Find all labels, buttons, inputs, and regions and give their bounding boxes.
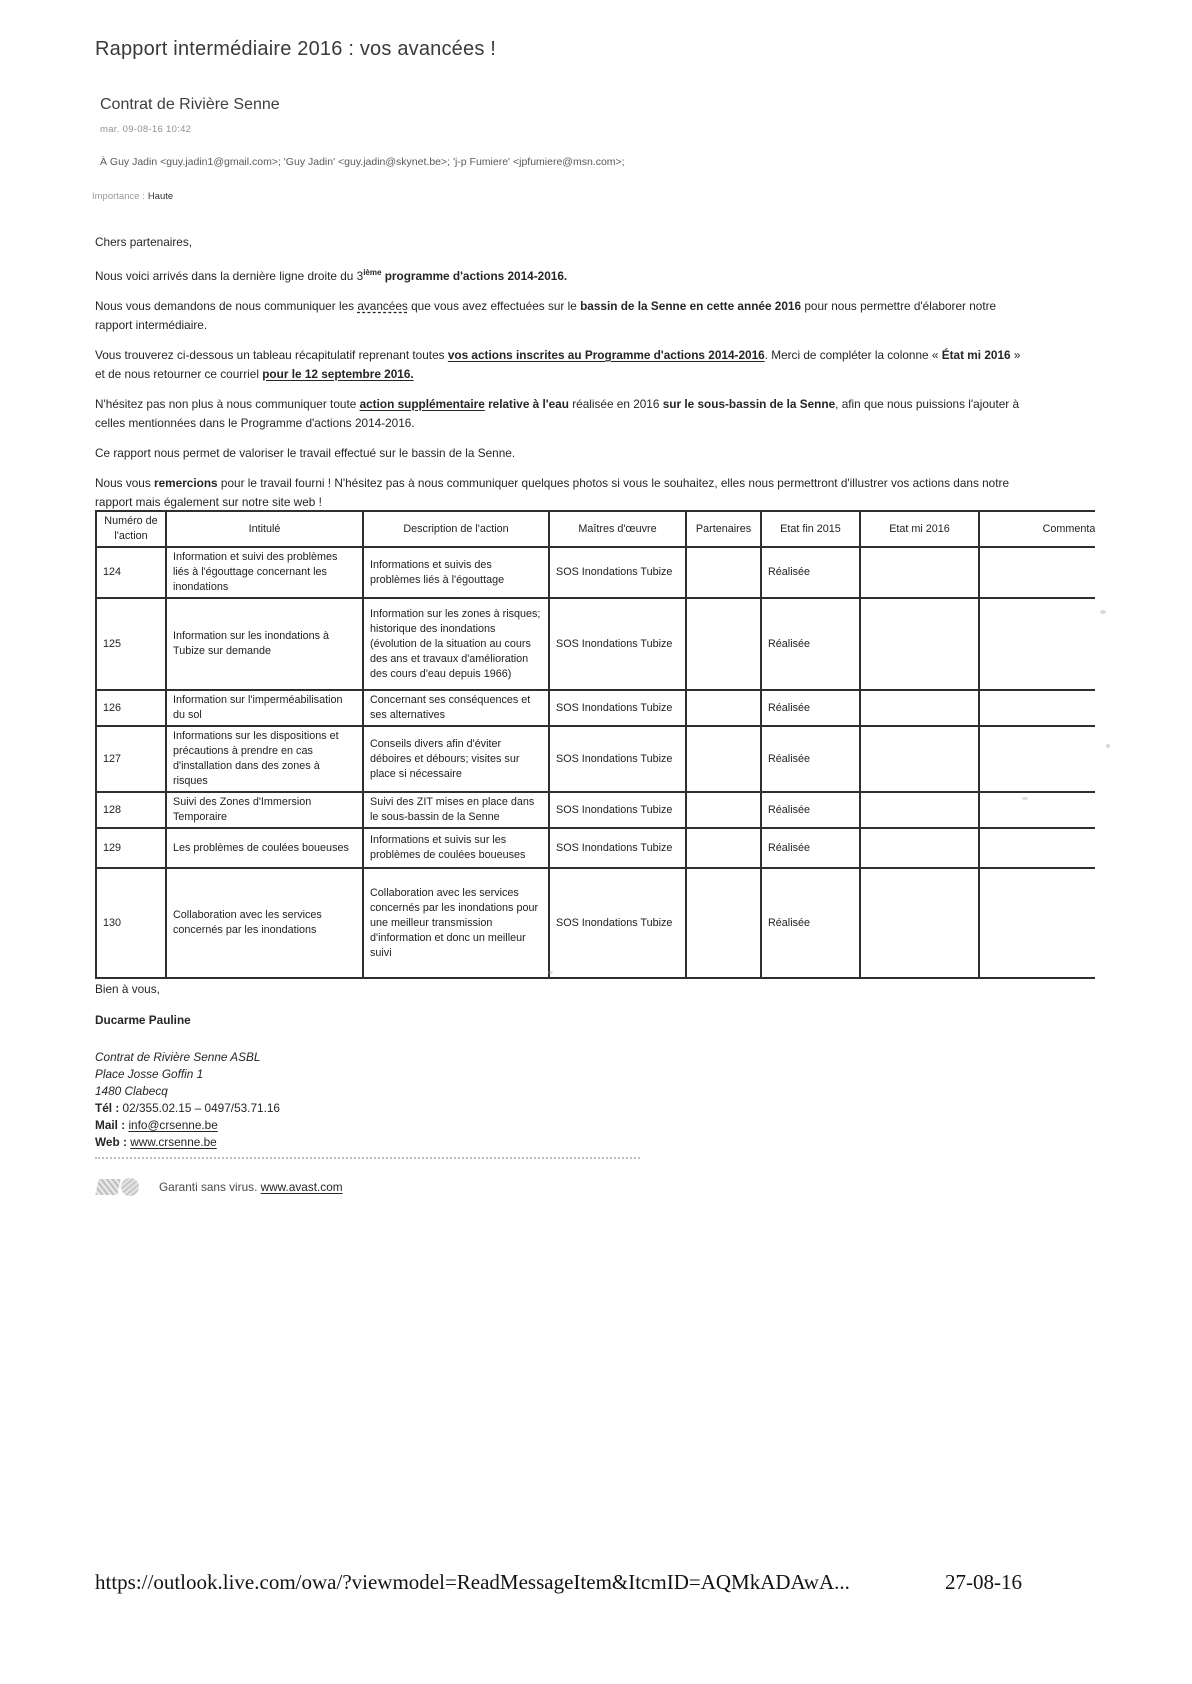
body-paragraph-6: Nous vous remercions pour le travail fourni ! N'hésitez pas à nous communiquer quelques photos si vous le souhaitez, elles nous permettront d'illustrer vos actions dans notre rapport mais également sur notre site web ! bbox=[95, 475, 1010, 509]
body-paragraph-3: Vous trouverez ci-dessous un tableau récapitulatif reprenant toutes vos actions inscrites au Programme d'actions 2014-2016. Merci de compléter la colonne « État mi 2016 » et de nous retourner ce courriel pour le 12 septembre 2016. bbox=[95, 347, 1021, 381]
phone-number: 02/355.02.15 – 0497/53.71.16 bbox=[122, 1101, 280, 1115]
email-subject: Rapport intermédiaire 2016 : vos avancées ! bbox=[95, 38, 497, 60]
cell-intitule: Les problèmes de coulées boueuses bbox=[166, 828, 363, 868]
table-header-row bbox=[96, 511, 1095, 547]
column-header-partenaires: Partenaires bbox=[686, 511, 761, 547]
cell-maitres: SOS Inondations Tubize bbox=[549, 598, 686, 690]
cell-etat-mi-2016 bbox=[860, 726, 979, 792]
importance-label: Importance : bbox=[92, 191, 145, 202]
body-paragraph-2: Nous vous demandons de nous communiquer les avancées que vous avez effectuées sur le bassin de la Senne en cette année 2016 pour nous permettre d'élaborer notre rapport intermédiaire. bbox=[95, 298, 997, 332]
cell-etat-fin-2015: Réalisée bbox=[761, 868, 860, 978]
cell-description: Conseils divers afin d'éviter déboires et débours; visites sur place si nécessaire bbox=[363, 726, 549, 792]
cell-partenaires bbox=[686, 726, 761, 792]
cell-description: Collaboration avec les services concernés par les inondations pour une meilleur transmission d'information et donc un meilleur suivi bbox=[363, 868, 549, 978]
column-header-commentaires: Commenta bbox=[979, 511, 1095, 547]
scan-artifact bbox=[1022, 797, 1028, 800]
dotted-separator bbox=[95, 1157, 640, 1159]
cell-maitres: SOS Inondations Tubize bbox=[549, 690, 686, 726]
cell-etat-fin-2015: Réalisée bbox=[761, 792, 860, 828]
cell-description: Informations et suivis des problèmes liés à l'égouttage bbox=[363, 547, 549, 598]
scan-artifact bbox=[1106, 744, 1110, 748]
cell-numero: 124 bbox=[96, 547, 166, 598]
table-row bbox=[96, 868, 1095, 978]
cell-commentaires bbox=[979, 547, 1095, 598]
cell-maitres: SOS Inondations Tubize bbox=[549, 792, 686, 828]
print-footer bbox=[95, 1570, 1022, 1595]
cell-commentaires bbox=[979, 726, 1095, 792]
antivirus-banner bbox=[95, 1172, 343, 1202]
cell-numero: 128 bbox=[96, 792, 166, 828]
ordinal-superscript: ième bbox=[363, 268, 382, 277]
cell-commentaires bbox=[979, 828, 1095, 868]
cell-maitres: SOS Inondations Tubize bbox=[549, 726, 686, 792]
cell-description: Informations et suivis sur les problèmes de coulées boueuses bbox=[363, 828, 549, 868]
web-line: Web : www.crsenne.be bbox=[95, 1135, 217, 1149]
cell-etat-fin-2015: Réalisée bbox=[761, 726, 860, 792]
org-address-street: Place Josse Goffin 1 bbox=[95, 1067, 204, 1081]
cell-commentaires bbox=[979, 868, 1095, 978]
cell-numero: 127 bbox=[96, 726, 166, 792]
cell-description: Concernant ses conséquences et ses alternatives bbox=[363, 690, 549, 726]
cell-maitres: SOS Inondations Tubize bbox=[549, 547, 686, 598]
cell-commentaires bbox=[979, 598, 1095, 690]
cell-etat-mi-2016 bbox=[860, 792, 979, 828]
cell-etat-fin-2015: Réalisée bbox=[761, 828, 860, 868]
footer-date: 27-08-16 bbox=[945, 1570, 1022, 1594]
phone-line: Tél : 02/355.02.15 – 0497/53.71.16 bbox=[95, 1101, 280, 1115]
email-body bbox=[95, 233, 1030, 523]
table-row bbox=[96, 726, 1095, 792]
cell-intitule: Information sur les inondations à Tubize sur demande bbox=[166, 598, 363, 690]
scan-artifact bbox=[548, 971, 553, 974]
email-link[interactable]: info@crsenne.be bbox=[128, 1118, 218, 1132]
avast-link[interactable]: www.avast.com bbox=[260, 1180, 343, 1194]
cell-etat-mi-2016 bbox=[860, 690, 979, 726]
body-paragraph-5: Ce rapport nous permet de valoriser le travail effectué sur le bassin de la Senne. bbox=[95, 445, 516, 460]
cell-etat-mi-2016 bbox=[860, 868, 979, 978]
column-header-numero: Numéro de l'action bbox=[96, 511, 166, 547]
importance-line bbox=[92, 191, 173, 202]
cell-etat-fin-2015: Réalisée bbox=[761, 690, 860, 726]
table-row bbox=[96, 792, 1095, 828]
table-row bbox=[96, 598, 1095, 690]
cell-etat-fin-2015: Réalisée bbox=[761, 547, 860, 598]
cell-partenaires bbox=[686, 690, 761, 726]
cell-description: Information sur les zones à risques; historique des inondations (évolution de la situation au cours des ans et travaux d'amélioration des cours d'eau depuis 1966) bbox=[363, 598, 549, 690]
mail-line: Mail : info@crsenne.be bbox=[95, 1118, 218, 1132]
cell-maitres: SOS Inondations Tubize bbox=[549, 868, 686, 978]
cell-numero: 126 bbox=[96, 690, 166, 726]
message-date: mar. 09-08-16 10:42 bbox=[100, 124, 192, 135]
greeting: Chers partenaires, bbox=[95, 235, 193, 249]
avast-text: Garanti sans virus. bbox=[159, 1180, 258, 1194]
cell-partenaires bbox=[686, 598, 761, 690]
scan-artifact bbox=[1100, 610, 1106, 614]
table-row bbox=[96, 828, 1095, 868]
org-name: Contrat de Rivière Senne ASBL bbox=[95, 1050, 261, 1064]
cell-numero: 125 bbox=[96, 598, 166, 690]
cell-commentaires bbox=[979, 792, 1095, 828]
column-header-intitule: Intitulé bbox=[166, 511, 363, 547]
cell-intitule: Suivi des Zones d'Immersion Temporaire bbox=[166, 792, 363, 828]
signature-organisation bbox=[95, 1049, 260, 1100]
signature-contact bbox=[95, 1100, 280, 1151]
column-header-etat-mi-2016: Etat mi 2016 bbox=[860, 511, 979, 547]
cell-description: Suivi des ZIT mises en place dans le sous-bassin de la Senne bbox=[363, 792, 549, 828]
cell-etat-fin-2015: Réalisée bbox=[761, 598, 860, 690]
body-paragraph-1: Nous voici arrivés dans la dernière ligne droite du 3ième programme d'actions 2014-2016. bbox=[95, 268, 568, 283]
body-paragraph-4: N'hésitez pas non plus à nous communiquer toute action supplémentaire relative à l'eau réalisée en 2016 sur le sous-bassin de la Senne, afin que nous puissions l'ajouter à celles mentionnées dans le Programme d'actions 2014-2016. bbox=[95, 396, 1020, 430]
cell-commentaires bbox=[979, 690, 1095, 726]
cell-partenaires bbox=[686, 828, 761, 868]
sender-name: Contrat de Rivière Senne bbox=[100, 96, 280, 113]
cell-intitule: Collaboration avec les services concernés par les inondations bbox=[166, 868, 363, 978]
column-header-maitres: Maîtres d'œuvre bbox=[549, 511, 686, 547]
avast-logo-icon bbox=[95, 1175, 141, 1199]
cell-numero: 130 bbox=[96, 868, 166, 978]
cell-etat-mi-2016 bbox=[860, 547, 979, 598]
cell-partenaires bbox=[686, 868, 761, 978]
cell-partenaires bbox=[686, 792, 761, 828]
signature-name: Ducarme Pauline bbox=[95, 1013, 191, 1027]
org-address-city: 1480 Clabecq bbox=[95, 1084, 168, 1098]
actions-table bbox=[95, 510, 1095, 979]
cell-intitule: Information et suivi des problèmes liés à l'égouttage concernant les inondations bbox=[166, 547, 363, 598]
table-row bbox=[96, 547, 1095, 598]
column-header-etat-fin-2015: Etat fin 2015 bbox=[761, 511, 860, 547]
importance-value: Haute bbox=[147, 191, 174, 202]
cell-etat-mi-2016 bbox=[860, 598, 979, 690]
footer-url: https://outlook.live.com/owa/?viewmodel=ReadMessageItem&ItcmID=AQMkADAwA... bbox=[95, 1570, 850, 1594]
cell-numero: 129 bbox=[96, 828, 166, 868]
recipients-line: À Guy Jadin <guy.jadin1@gmail.com>; 'Guy Jadin' <guy.jadin@skynet.be>; 'j-p Fumiere' <jpfumiere@msn.com>; bbox=[100, 156, 625, 168]
cell-intitule: Informations sur les dispositions et précautions à prendre en cas d'installation dans des zones à risques bbox=[166, 726, 363, 792]
column-header-description: Description de l'action bbox=[363, 511, 549, 547]
signature-closing: Bien à vous, bbox=[95, 982, 160, 996]
website-link[interactable]: www.crsenne.be bbox=[130, 1135, 217, 1149]
cell-partenaires bbox=[686, 547, 761, 598]
cell-maitres: SOS Inondations Tubize bbox=[549, 828, 686, 868]
cell-etat-mi-2016 bbox=[860, 828, 979, 868]
table-row bbox=[96, 690, 1095, 726]
cell-intitule: Information sur l'imperméabilisation du sol bbox=[166, 690, 363, 726]
